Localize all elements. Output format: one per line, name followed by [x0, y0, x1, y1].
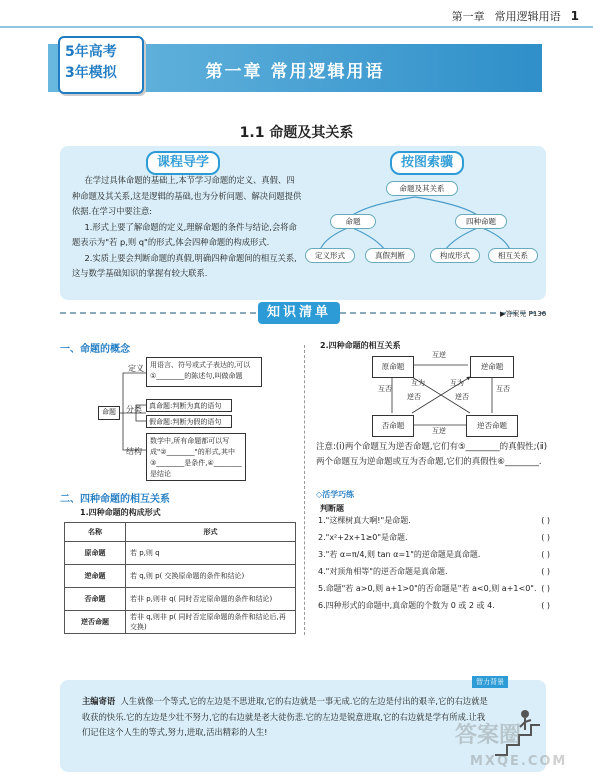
relations-heading: 2.四种命题的相互关系 — [320, 341, 401, 350]
background-badge: 智力背景 — [472, 676, 508, 688]
classify-label: 分类 — [126, 405, 142, 414]
answer-bracket[interactable]: ( ) — [541, 567, 550, 576]
answer-bracket[interactable]: ( ) — [541, 550, 550, 559]
tree-root: 命题 — [98, 406, 120, 420]
map-node-proposition: 命题 — [330, 214, 376, 229]
table-cell: 逆否命题 — [65, 611, 126, 634]
box-inverse: 否命题 — [372, 415, 414, 437]
header-rule — [0, 26, 593, 28]
table-cell: 若 q,则 p( 交换原命题的条件和结论) — [126, 565, 296, 588]
table-cell: 若 p,则 q — [126, 542, 296, 565]
four-forms-table — [64, 522, 296, 634]
table-row — [65, 588, 296, 611]
practice-subheading: 判断题 — [320, 504, 344, 513]
table-cell: 原命题 — [65, 542, 126, 565]
map-root: 命题及其关系 — [386, 181, 458, 196]
structure-box: 数学中,所有命题都可以写成"②________"的形式,其中③________是条件,④________是结论 — [146, 433, 246, 481]
header-chapter-title: 常用逻辑用语 — [494, 10, 561, 23]
practice-heading: ◇活学巧练 — [316, 490, 355, 499]
practice-item — [318, 529, 550, 546]
practice-item — [318, 512, 550, 529]
answer-bracket[interactable]: ( ) — [541, 584, 550, 593]
practice-text: 1."这棵树真大啊!"是命题. — [318, 516, 411, 525]
editor-note-label: 主编寄语 — [82, 696, 116, 706]
structure-label: 结构 — [126, 447, 142, 456]
label-converse-bottom: 互逆 — [432, 427, 446, 435]
label-contra: 互为 — [411, 379, 425, 387]
table-header: 形式 — [126, 523, 296, 542]
map-node-leaf: 相互关系 — [488, 248, 538, 263]
practice-item — [318, 563, 550, 580]
page-number: 1 — [570, 9, 579, 23]
table-row — [65, 611, 296, 634]
false-proposition-box: 假命题:判断为假的语句 — [146, 415, 232, 428]
section-title: 1.1 命题及其关系 — [239, 125, 354, 141]
concept-map-badge: 按图索骥 — [390, 151, 464, 175]
practice-list — [318, 512, 550, 614]
editor-note — [82, 694, 490, 741]
label-converse-top: 互逆 — [432, 351, 446, 359]
part1-heading: 一、命题的概念 — [60, 344, 130, 355]
knowledge-badge: 知识清单 — [258, 302, 340, 324]
table-cell: 逆命题 — [65, 565, 126, 588]
table-cell: 否命题 — [65, 588, 126, 611]
column-divider — [304, 345, 305, 635]
map-node-leaf: 真假判断 — [365, 248, 415, 263]
label-contra: 逆否 — [407, 393, 421, 401]
guide-paragraph: 在学过具体命题的基础上,本节学习命题的定义、真假、四种命题及其关系,这是逻辑的基础,也为分析问题、解决问题提供依据.在学习中要注意: — [72, 175, 302, 216]
logo — [58, 36, 144, 94]
guide-paragraph: 2.实质上要会判断命题的真假,明确四种命题间的相互关系,这与数学基础知识的掌握有较大联系. — [72, 252, 297, 278]
table-row — [65, 565, 296, 588]
practice-text: 2."x²+2x+1≥0"是命题. — [318, 533, 408, 542]
practice-text: 5.命题"若 a>0,则 a+1>0"的否命题是"若 a<0,则 a+1<0". — [318, 584, 537, 593]
logo-line2: 3年模拟 — [65, 65, 117, 81]
guide-paragraph: 1.形式上要了解命题的定义,理解命题的条件与结论,会将命题表示为"若 p,则 q"的形式,体会四种命题的构成形式. — [72, 221, 297, 247]
practice-text: 4."对顶角相等"的逆否命题是真命题. — [318, 567, 448, 576]
map-node-leaf: 构成形式 — [430, 248, 480, 263]
editor-note-text: 人生就像一个等式,它的左边是不思进取,它的右边就是一事无成.它的左边是付出的艰辛,它的右边就是收获的快乐.它的左边是少壮不努力,它的右边就是老大徒伤悲.它的左边是锐意进取,它的右边就是学有所成.让我们记住这个人生的等式,努力,进取,活出精彩的人生! — [82, 696, 488, 737]
practice-item — [318, 597, 550, 614]
box-converse: 逆命题 — [470, 356, 514, 378]
box-original: 原命题 — [372, 356, 414, 378]
label-inverse-left: 互否 — [378, 385, 392, 393]
watermark-logo: 答案圈 — [455, 723, 522, 748]
chapter-title: 第一章 常用逻辑用语 — [205, 62, 385, 82]
box-contrapositive: 逆否命题 — [466, 415, 518, 437]
part2-subheading: 1.四种命题的构成形式 — [80, 508, 161, 517]
table-header-row — [65, 523, 296, 542]
running-header — [452, 8, 579, 24]
table-header: 名称 — [65, 523, 126, 542]
answer-bracket[interactable]: ( ) — [541, 601, 550, 610]
map-node-four: 四种命题 — [455, 214, 507, 229]
label-contra: 互为 — [450, 379, 464, 387]
practice-item — [318, 546, 550, 563]
part2-heading: 二、四种命题的相互关系 — [60, 494, 170, 505]
definition-label: 定义 — [128, 364, 144, 373]
definition-box: 用语言、符号或式子表达的,可以①________的陈述句,叫做命题 — [146, 357, 262, 387]
practice-text: 6.四种形式的命题中,真命题的个数为 0 或 2 或 4. — [318, 601, 495, 610]
label-contra: 逆否 — [455, 393, 469, 401]
logo-line1: 5年高考 — [65, 44, 117, 60]
table-row — [65, 542, 296, 565]
guide-badge: 课程导学 — [146, 151, 220, 175]
answer-bracket[interactable]: ( ) — [541, 533, 550, 542]
practice-text: 3."若 α=π/4,则 tan α=1"的逆命题是真命题. — [318, 550, 481, 559]
header-chapter: 第一章 — [451, 10, 485, 23]
answer-reference: ▶答案见 P136 — [500, 310, 547, 318]
practice-item — [318, 580, 550, 597]
map-node-leaf: 定义形式 — [305, 248, 355, 263]
relations-note: 注意:(ⅰ)两个命题互为逆否命题,它们有⑤________的真假性;(ⅱ)两个命题互为逆命题或互为否命题,它们的真假性⑥________. — [316, 442, 548, 467]
true-proposition-box: 真命题:判断为真的语句 — [146, 399, 232, 412]
table-cell: 若非 p,则非 q( 同时否定原命题的条件和结论) — [126, 588, 296, 611]
guide-text — [72, 173, 302, 282]
table-cell: 若非 q,则非 p( 同时否定原命题的条件和结论后,再交换) — [126, 611, 296, 634]
label-inverse-right: 互否 — [496, 385, 510, 393]
watermark-url: MXQE.COM — [470, 754, 568, 769]
answer-bracket[interactable]: ( ) — [541, 516, 550, 525]
